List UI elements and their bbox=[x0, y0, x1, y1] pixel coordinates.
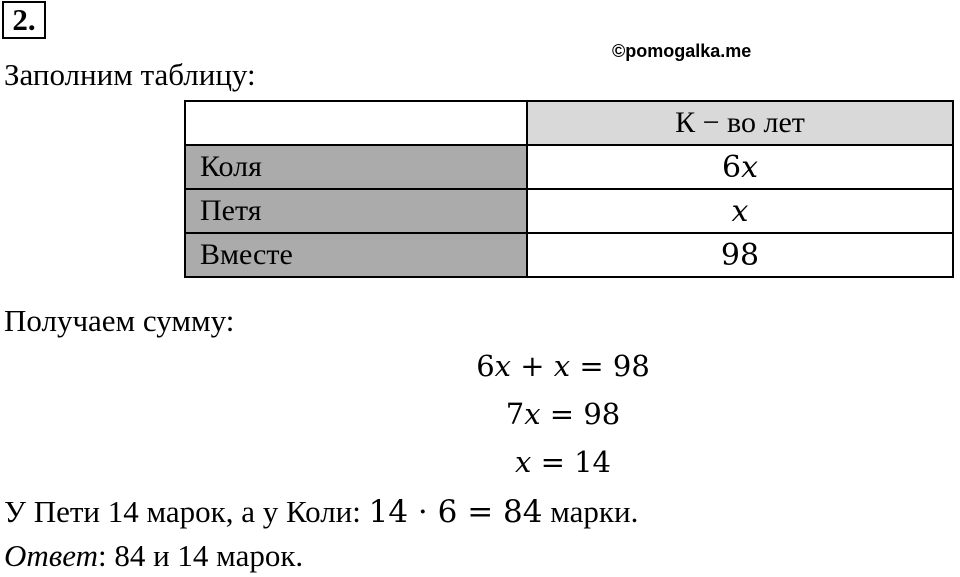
watermark: ©pomogalka.me bbox=[612, 41, 752, 61]
problem-number: 2. bbox=[2, 1, 46, 39]
eq-variable: x bbox=[494, 349, 512, 383]
eq-rest: = 98 bbox=[570, 349, 650, 383]
table-row-name: Коля bbox=[185, 145, 527, 189]
conclusion-text bbox=[4, 494, 638, 530]
variable: x bbox=[741, 149, 758, 185]
answer-text bbox=[4, 538, 303, 574]
conclusion-math: 14 · 6 = 84 bbox=[368, 494, 543, 530]
table-row bbox=[185, 145, 953, 189]
eq-coefficient: 7 bbox=[505, 397, 525, 431]
eq-variable: x bbox=[524, 397, 541, 431]
equation-3 bbox=[0, 444, 960, 480]
table-row bbox=[185, 233, 953, 277]
answer-value: : 84 и 14 марок. bbox=[97, 538, 304, 573]
intro-text: Заполним таблицу: bbox=[4, 57, 256, 92]
eq-rest: = 14 bbox=[531, 445, 611, 479]
equation-2 bbox=[0, 396, 960, 432]
table-header-cell: К − во лет bbox=[527, 101, 953, 145]
conclusion-lead: У Пети 14 марок, а у Коли: bbox=[4, 494, 369, 529]
table-row-value bbox=[527, 189, 953, 233]
table-row-value: 98 bbox=[527, 233, 953, 277]
eq-coefficient: 6 bbox=[476, 349, 495, 383]
table-row bbox=[185, 189, 953, 233]
eq-variable: x bbox=[553, 349, 571, 383]
table-row-name: Петя bbox=[185, 189, 527, 233]
age-table bbox=[184, 100, 954, 278]
eq-variable: x bbox=[515, 445, 532, 479]
sum-intro-text: Получаем сумму: bbox=[4, 303, 235, 338]
variable: x bbox=[731, 193, 749, 229]
eq-operator: + bbox=[511, 349, 554, 383]
table-header-row bbox=[185, 101, 953, 145]
answer-label: Ответ bbox=[4, 538, 98, 573]
table-row-value bbox=[527, 145, 953, 189]
coefficient: 6 bbox=[721, 149, 742, 185]
equation-1 bbox=[0, 348, 960, 384]
conclusion-tail: марки. bbox=[542, 494, 639, 529]
table-header-empty-cell bbox=[185, 101, 527, 145]
eq-rest: = 98 bbox=[540, 397, 621, 431]
table-row-name: Вместе bbox=[185, 233, 527, 277]
